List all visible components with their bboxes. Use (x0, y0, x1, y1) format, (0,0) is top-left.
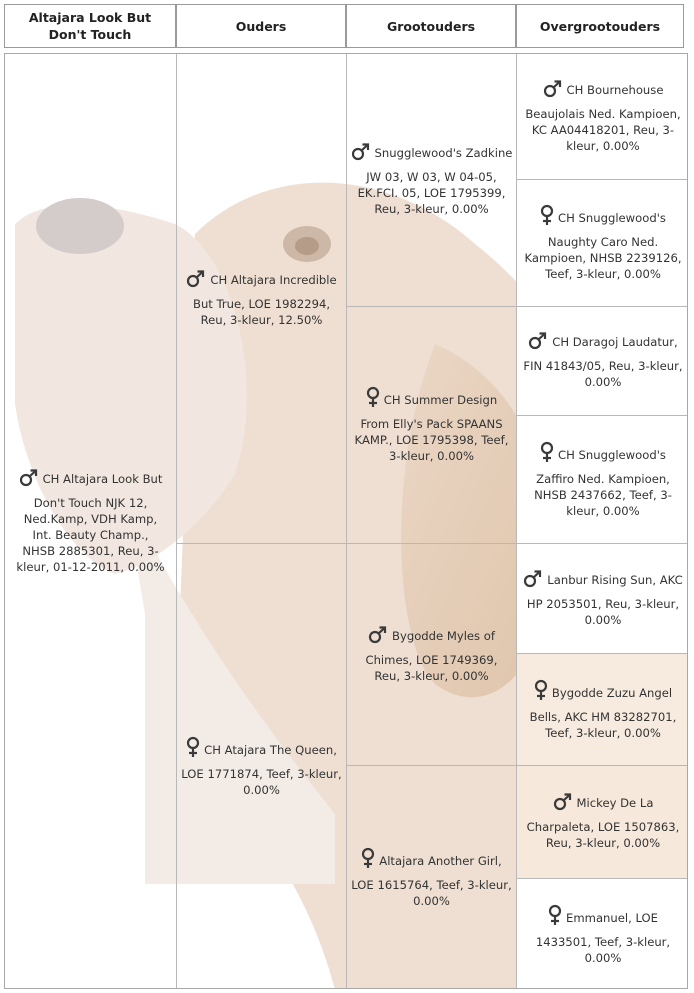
dog-name-row (540, 204, 666, 226)
dog-great-grandparent-4[interactable] (517, 416, 688, 543)
dog-name-row (548, 904, 658, 926)
dog-details: Chimes, LOE 1749369, Reu, 3-kleur, 0.00% (365, 652, 498, 683)
dog-name: Emmanuel, LOE (566, 910, 658, 925)
dog-name: CH Altajara Incredible (210, 272, 337, 287)
pedigree-table (4, 53, 688, 989)
female-symbol-icon (540, 204, 554, 226)
dog-details: Zaffiro Ned. Kampioen, NHSB 2437662, Teef, 3-kleur, 0.00% (534, 471, 672, 518)
header-great-grandparents-label: Overgrootouders (539, 18, 661, 34)
dog-great-grandparent-2[interactable] (517, 180, 688, 306)
dog-name: CH Bournehouse (566, 82, 664, 97)
male-symbol-icon (523, 570, 543, 588)
dog-grandparent-2[interactable] (347, 307, 516, 543)
dog-details: Beaujolais Ned. Kampioen, KC AA04418201, Reu, 3-kleur, 0.00% (525, 106, 681, 153)
male-symbol-icon (543, 80, 563, 98)
dog-details: But True, LOE 1982294, Reu, 3-kleur, 12.50% (192, 296, 331, 327)
dog-name-row (366, 386, 497, 408)
dog-name-row (534, 679, 672, 701)
dog-name: Snugglewood's Zadkine (374, 146, 513, 160)
dog-great-grandparent-6[interactable] (517, 654, 688, 765)
female-symbol-icon (186, 736, 200, 758)
dog-great-grandparent-8[interactable] (517, 879, 688, 989)
male-symbol-icon (186, 270, 206, 288)
female-symbol-icon (548, 904, 562, 926)
dog-great-grandparent-1[interactable] (517, 54, 688, 179)
dog-details: LOE 1615764, Teef, 3-kleur, 0.00% (351, 878, 512, 908)
dog-name-row (540, 441, 666, 463)
dog-details: From Elly's Pack SPAANS KAMP., LOE 1795398, Teef, 3-kleur, 0.00% (354, 417, 509, 463)
dog-name: CH Summer Design (383, 393, 498, 407)
dog-name-row (528, 332, 677, 350)
dog-name-row (186, 736, 337, 758)
female-symbol-icon (540, 441, 554, 463)
dog-name: CH Snugglewood's (558, 211, 666, 225)
dog-name: Lanbur Rising Sun, AKC (547, 572, 683, 587)
dog-name-row (351, 143, 513, 161)
dog-grandparent-1[interactable] (347, 54, 516, 306)
female-symbol-icon (366, 386, 380, 408)
dog-name-row (19, 469, 163, 487)
dog-great-grandparent-5[interactable] (517, 544, 688, 653)
dog-name-row (368, 626, 495, 644)
dog-details: Bells, AKC HM 83282701, Teef, 3-kleur, 0.00% (529, 709, 677, 740)
dog-name: CH Daragoj Laudatur, (552, 335, 678, 349)
dog-grandparent-4[interactable] (347, 766, 516, 989)
dog-details: LOE 1771874, Teef, 3-kleur, 0.00% (181, 767, 342, 797)
dog-name: CH Atajara The Queen, (204, 743, 337, 757)
header-grandparents (346, 4, 516, 48)
dog-name-row (553, 793, 654, 811)
header-great-grandparents (516, 4, 684, 48)
dog-subject[interactable] (5, 54, 176, 989)
male-symbol-icon (19, 469, 39, 487)
male-symbol-icon (553, 793, 573, 811)
female-symbol-icon (361, 847, 375, 869)
dog-details: JW 03, W 03, W 04-05, EK.FCI. 05, LOE 1795399, Reu, 3-kleur, 0.00% (357, 170, 506, 216)
header-subject (4, 4, 176, 48)
dog-name: Altajara Another Girl, (379, 854, 502, 868)
dog-details: 1433501, Teef, 3-kleur, 0.00% (535, 934, 671, 965)
dog-details: FIN 41843/05, Reu, 3-kleur, 0.00% (523, 359, 683, 389)
dog-dam[interactable] (177, 544, 346, 989)
dog-details: Charpaleta, LOE 1507863, Reu, 3-kleur, 0.00% (526, 820, 680, 850)
dog-name: CH Altajara Look But (42, 472, 163, 486)
header-parents (176, 4, 346, 48)
dog-name-row (186, 270, 336, 288)
dog-name-row (523, 570, 682, 588)
dog-great-grandparent-7[interactable] (517, 766, 688, 878)
dog-name-row (361, 847, 501, 869)
male-symbol-icon (528, 332, 548, 350)
male-symbol-icon (351, 143, 371, 161)
male-symbol-icon (368, 626, 388, 644)
dog-details: Naughty Caro Ned. Kampioen, NHSB 2239126, Teef, 3-kleur, 0.00% (524, 235, 682, 281)
dog-details: HP 2053501, Reu, 3-kleur, 0.00% (526, 596, 680, 627)
header-subject-label: Altajara Look But Don't Touch (28, 10, 152, 42)
dog-name: Bygodde Zuzu Angel (551, 685, 673, 700)
dog-name: CH Snugglewood's (558, 447, 666, 462)
dog-name: Mickey De La (576, 796, 654, 810)
dog-name: Bygodde Myles of (392, 628, 495, 643)
header-parents-label: Ouders (235, 18, 287, 34)
dog-grandparent-3[interactable] (347, 544, 516, 765)
header-grandparents-label: Grootouders (386, 18, 476, 34)
female-symbol-icon (534, 679, 548, 701)
dog-great-grandparent-3[interactable] (517, 307, 688, 415)
dog-sire[interactable] (177, 54, 346, 543)
dog-details: Don't Touch NJK 12, Ned.Kamp, VDH Kamp, Int. Beauty Champ., NHSB 2885301, Reu, 3-kleur, 01-12-2011, 0.00% (16, 496, 165, 574)
dog-name-row (543, 80, 664, 98)
